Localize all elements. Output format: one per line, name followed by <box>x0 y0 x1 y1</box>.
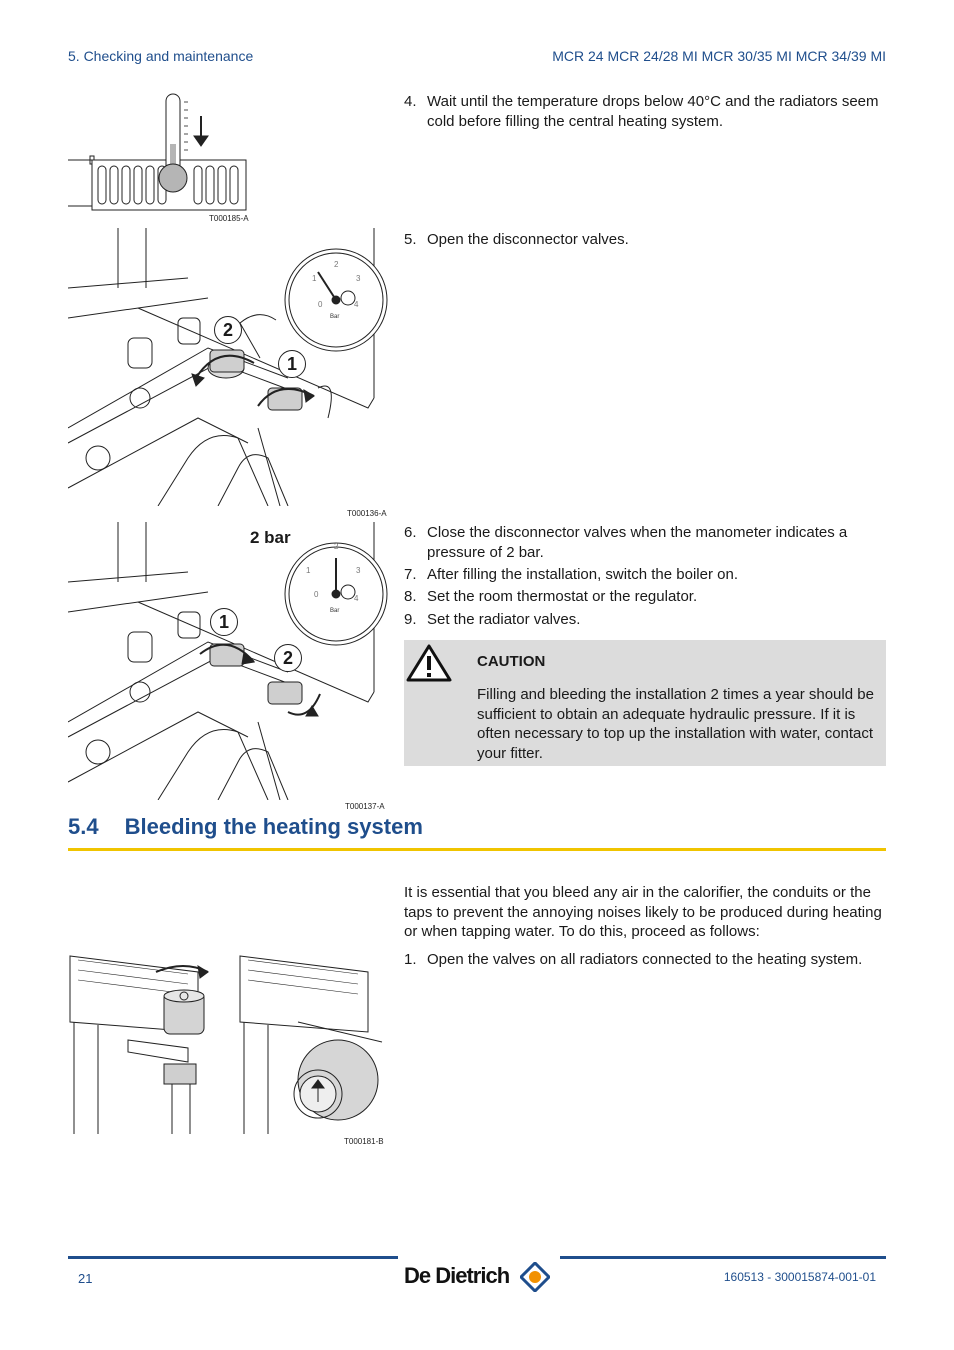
figure-code: T000185-A <box>209 214 249 223</box>
step-text: After filling the installation, switch the boiler on. <box>427 566 738 583</box>
section-number: 5.4 <box>68 814 99 839</box>
figure-code: T000137-A <box>345 802 385 811</box>
gauge-tick-0: 0 <box>318 300 323 309</box>
boiler-valves-2bar-illustration <box>68 522 388 800</box>
footer-rule-right <box>560 1256 886 1259</box>
step-text: Open the disconnector valves. <box>427 231 629 248</box>
gauge-unit: Bar <box>330 608 340 614</box>
step-text: Close the disconnector valves when the manometer indicates a pressure of 2 bar. <box>427 524 848 561</box>
caution-text: Filling and bleeding the installation 2 times a year should be sufficient to obtain an adequate hydraulic pressure. If it is often necessary to top up the installation with water, contact your fitter. <box>477 686 874 762</box>
step-text: Set the radiator valves. <box>427 611 581 628</box>
step-number: 1. <box>404 951 417 968</box>
step-4 <box>404 92 888 131</box>
gauge-tick-3: 3 <box>356 566 361 575</box>
caution-box <box>404 640 886 766</box>
bleed-step-1 <box>404 950 888 970</box>
figure-radiator-thermometer <box>68 88 388 228</box>
figure-code: T000136-A <box>347 509 387 518</box>
step-text: Wait until the temperature drops below 40°C and the radiators seem cold before filling the central heating system. <box>427 93 879 130</box>
gauge-tick-3: 3 <box>356 274 361 283</box>
callout-1: 1 <box>210 608 238 636</box>
step-8 <box>404 587 888 607</box>
page-number: 21 <box>78 1271 93 1286</box>
gauge-tick-4: 4 <box>354 300 359 309</box>
section-heading <box>68 814 423 840</box>
gauge-tick-1: 1 <box>312 274 317 283</box>
step-number: 8. <box>404 588 417 605</box>
step-number: 7. <box>404 566 417 583</box>
warning-triangle-icon <box>406 644 452 682</box>
boiler-valves-illustration <box>68 228 388 506</box>
gauge-tick-2: 2 <box>334 542 339 551</box>
step-text: Open the valves on all radiators connected to the heating system. <box>427 951 863 968</box>
brand-logo-text: De Dietrich <box>404 1263 510 1288</box>
gauge-tick-0: 0 <box>314 590 319 599</box>
pressure-label: 2 bar <box>250 528 291 547</box>
figure-radiator-valves <box>68 952 388 1134</box>
header-models: MCR 24 MCR 24/28 MI MCR 30/35 MI MCR 34/39 MI <box>552 48 886 64</box>
step-5 <box>404 230 888 250</box>
gauge-tick-4: 4 <box>354 594 359 603</box>
step-text: Set the room thermostat or the regulator. <box>427 588 698 605</box>
section-title: Bleeding the heating system <box>124 814 423 839</box>
radiator-valves-illustration <box>68 952 388 1134</box>
radiator-thermometer-illustration <box>68 88 388 228</box>
footer-rule-left <box>68 1256 398 1259</box>
step-6 <box>404 523 888 562</box>
gauge-tick-2: 2 <box>334 260 339 269</box>
document-code: 160513 - 300015874-001-01 <box>723 1270 876 1284</box>
figure-code: T000181-B <box>344 1137 384 1146</box>
gauge-unit: Bar <box>330 314 340 320</box>
step-number: 5. <box>404 231 417 248</box>
step-number: 4. <box>404 93 417 110</box>
caution-title: CAUTION <box>477 653 546 670</box>
brand-logo-icon <box>520 1262 550 1292</box>
gauge-tick-1: 1 <box>306 566 311 575</box>
step-number: 6. <box>404 524 417 541</box>
figure-open-disconnector <box>68 228 388 506</box>
section-intro: It is essential that you bleed any air in the calorifier, the conduits or the taps to prevent the annoying noises likely to be produced during heating or when tapping water. To do this, proceed as follows: <box>404 884 882 940</box>
step-7 <box>404 565 888 585</box>
header-section: 5. Checking and maintenance <box>68 48 254 64</box>
callout-1: 1 <box>278 350 306 378</box>
callout-2: 2 <box>274 644 302 672</box>
step-9 <box>404 610 888 630</box>
step-number: 9. <box>404 611 417 628</box>
callout-2: 2 <box>214 316 242 344</box>
figure-close-disconnector <box>68 522 388 800</box>
section-rule <box>68 848 886 851</box>
